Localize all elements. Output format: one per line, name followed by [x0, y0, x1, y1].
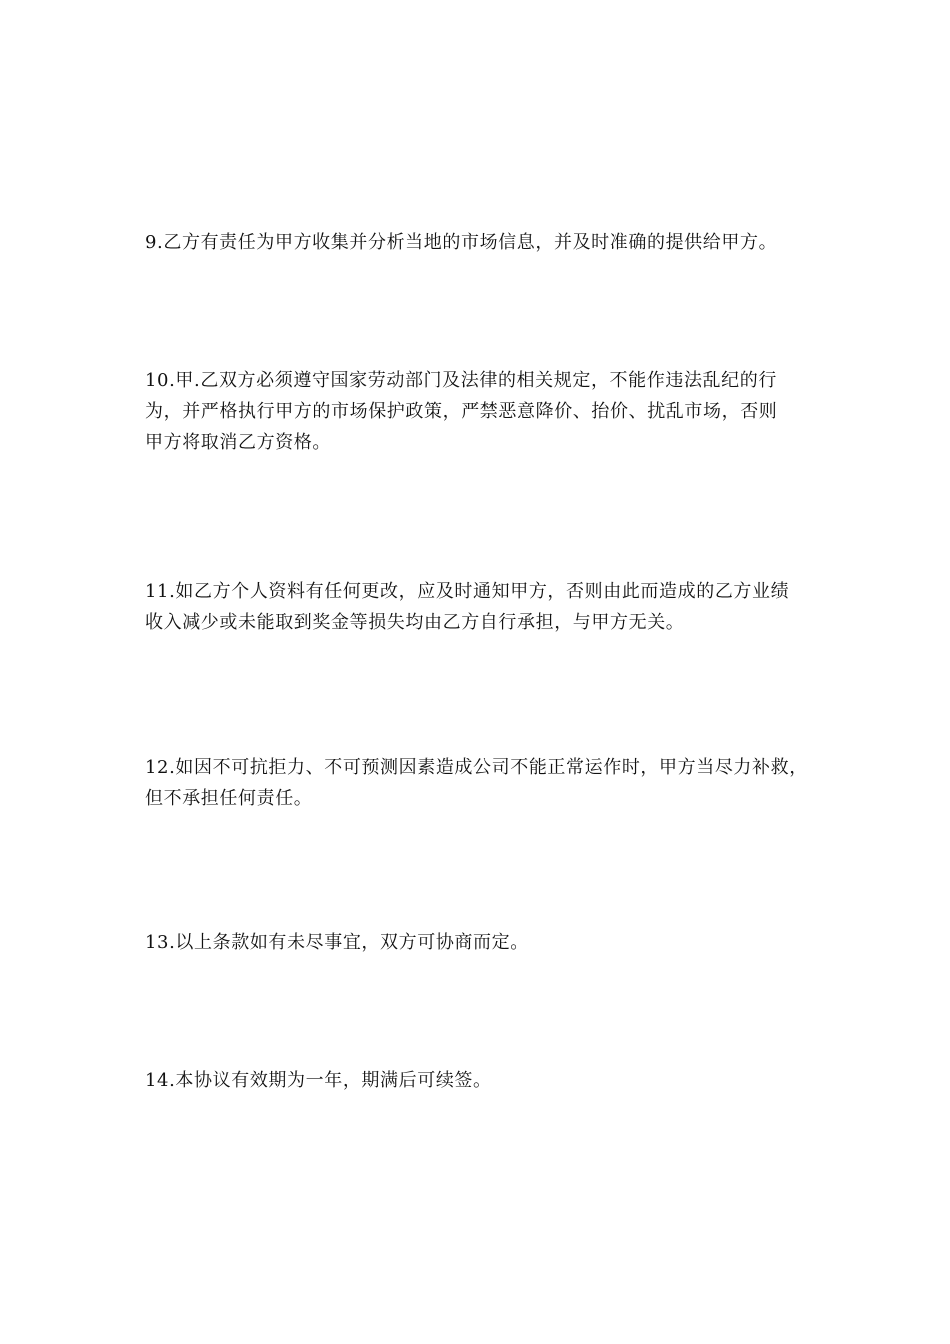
clause-11-line-1: 11.如乙方个人资料有任何更改，应及时通知甲方，否则由此而造成的乙方业绩: [145, 581, 790, 602]
clause-13: [145, 927, 825, 958]
clause-9-line-1: 9.乙方有责任为甲方收集并分析当地的市场信息，并及时准确的提供给甲方。: [145, 232, 778, 253]
clause-11-line-2: 收入减少或未能取到奖金等损失均由乙方自行承担，与甲方无关。: [145, 612, 685, 633]
clause-10-line-2: 为，并严格执行甲方的市场保护政策，严禁恶意降价、抬价、扰乱市场，否则: [145, 401, 778, 422]
clause-10: [145, 365, 825, 458]
clause-12: [145, 752, 825, 814]
clause-10-line-1: 10.甲.乙双方必须遵守国家劳动部门及法律的相关规定，不能作违法乱纪的行: [145, 370, 777, 391]
clause-13-line-1: 13.以上条款如有未尽事宜，双方可协商而定。: [145, 932, 529, 953]
clause-9: [145, 227, 825, 258]
clause-10-line-3: 甲方将取消乙方资格。: [145, 432, 331, 453]
clause-14: [145, 1065, 825, 1096]
clause-14-line-1: 14.本协议有效期为一年，期满后可续签。: [145, 1070, 492, 1091]
clause-12-line-2: 但不承担任何责任。: [145, 788, 313, 809]
clause-12-line-1: 12.如因不可抗拒力、不可预测因素造成公司不能正常运作时，甲方当尽力补救，: [145, 757, 808, 778]
clause-11: [145, 576, 825, 638]
